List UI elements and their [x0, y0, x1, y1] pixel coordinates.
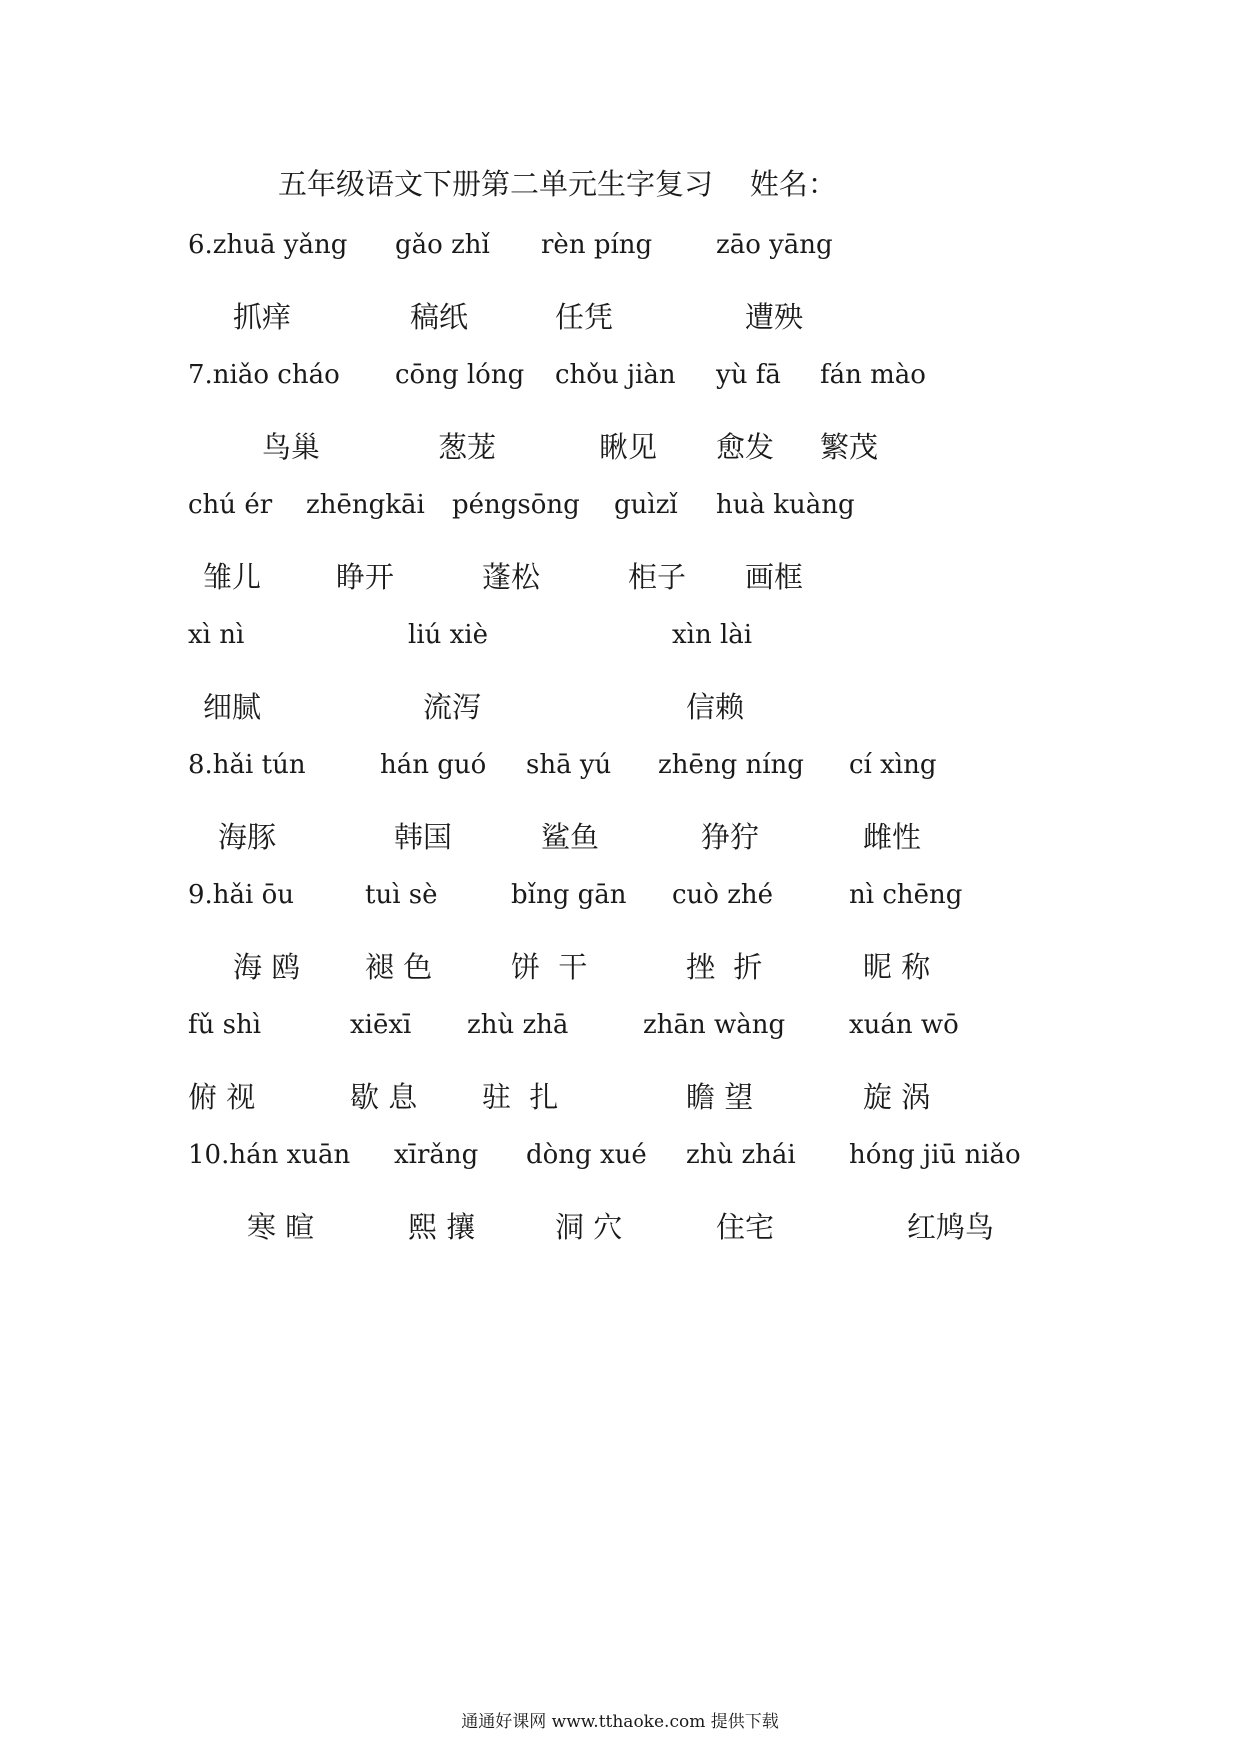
hanzi-cell: 睁开 [336, 560, 395, 594]
hanzi-line [0, 295, 1240, 335]
pinyin-cell: chú ér [188, 490, 273, 520]
hanzi-cell: 细腻 [203, 690, 262, 724]
hanzi-line [0, 555, 1240, 595]
pinyin-cell: 9.hǎi ōu [188, 880, 295, 910]
page-title: 五年级语文下册第二单元生字复习 姓名： [278, 167, 837, 201]
pinyin-cell: huà kuàng [716, 490, 855, 520]
pinyin-cell: nì chēng [849, 880, 963, 910]
pinyin-line [0, 880, 1240, 920]
pinyin-cell: 10.hán xuān [188, 1140, 351, 1170]
pinyin-line [0, 230, 1240, 270]
hanzi-cell: 鸟巢 [262, 430, 321, 464]
hanzi-cell: 抓痒 [233, 300, 292, 334]
pinyin-cell: 8.hǎi tún [188, 750, 306, 780]
hanzi-cell: 褪 色 [365, 950, 433, 984]
hanzi-cell: 繁茂 [820, 430, 879, 464]
pinyin-cell: zhān wàng [643, 1010, 786, 1040]
footer-credit: 通通好课网 www.tthaoke.com 提供下载 [461, 1712, 779, 1732]
hanzi-cell: 葱茏 [438, 430, 497, 464]
hanzi-cell: 歇 息 [350, 1080, 418, 1114]
pinyin-cell: cí xìng [849, 750, 937, 780]
hanzi-cell: 蓬松 [482, 560, 541, 594]
hanzi-cell: 红鸠鸟 [907, 1210, 995, 1244]
hanzi-cell: 韩国 [394, 820, 453, 854]
pinyin-cell: bǐng gān [511, 880, 627, 910]
hanzi-cell: 瞻 望 [686, 1080, 754, 1114]
pinyin-cell: guìzǐ [614, 490, 678, 520]
hanzi-cell: 柜子 [628, 560, 687, 594]
hanzi-cell: 狰狞 [701, 820, 760, 854]
pinyin-cell: péngsōng [452, 490, 580, 520]
hanzi-line [0, 425, 1240, 465]
hanzi-cell: 画框 [745, 560, 804, 594]
hanzi-cell: 驻 扎 [482, 1080, 559, 1114]
pinyin-line [0, 490, 1240, 530]
hanzi-cell: 遭殃 [745, 300, 804, 334]
hanzi-line [0, 1075, 1240, 1115]
hanzi-line [0, 1205, 1240, 1245]
hanzi-cell: 任凭 [555, 300, 614, 334]
pinyin-cell: fǔ shì [188, 1010, 262, 1040]
hanzi-cell: 熙 攘 [408, 1210, 476, 1244]
pinyin-cell: liú xiè [408, 620, 489, 650]
pinyin-cell: zāo yāng [716, 230, 833, 260]
pinyin-cell: yù fā [716, 360, 781, 390]
hanzi-cell: 稿纸 [410, 300, 469, 334]
pinyin-cell: zhēng níng [658, 750, 804, 780]
hanzi-cell: 昵 称 [863, 950, 931, 984]
pinyin-cell: xì nì [188, 620, 245, 650]
hanzi-cell: 瞅见 [599, 430, 658, 464]
hanzi-cell: 寒 暄 [247, 1210, 315, 1244]
hanzi-cell: 挫 折 [686, 950, 763, 984]
pinyin-cell: xīrǎng [394, 1140, 479, 1170]
pinyin-cell: 6.zhuā yǎng [188, 230, 348, 260]
hanzi-cell: 流泻 [423, 690, 482, 724]
pinyin-cell: xìn lài [672, 620, 753, 650]
pinyin-line [0, 620, 1240, 660]
hanzi-cell: 海 鸥 [233, 950, 301, 984]
pinyin-cell: chǒu jiàn [555, 360, 676, 390]
pinyin-cell: hóng jiū niǎo [849, 1140, 1021, 1170]
pinyin-line [0, 750, 1240, 790]
hanzi-cell: 愈发 [716, 430, 775, 464]
hanzi-line [0, 685, 1240, 725]
hanzi-cell: 雏儿 [203, 560, 262, 594]
hanzi-cell: 鲨鱼 [541, 820, 600, 854]
hanzi-cell: 海豚 [218, 820, 277, 854]
pinyin-cell: dòng xué [526, 1140, 647, 1170]
hanzi-cell: 旋 涡 [863, 1080, 931, 1114]
hanzi-cell: 饼 干 [511, 950, 588, 984]
pinyin-cell: zhēngkāi [306, 490, 425, 520]
pinyin-cell: zhù zhā [467, 1010, 569, 1040]
hanzi-cell: 洞 穴 [555, 1210, 623, 1244]
hanzi-cell: 雌性 [863, 820, 922, 854]
pinyin-cell: shā yú [526, 750, 612, 780]
pinyin-cell: xiēxī [350, 1010, 412, 1040]
pinyin-cell: hán guó [380, 750, 487, 780]
pinyin-cell: fán mào [820, 360, 926, 390]
hanzi-cell: 信赖 [686, 690, 745, 724]
hanzi-line [0, 945, 1240, 985]
pinyin-line [0, 360, 1240, 400]
pinyin-line [0, 1140, 1240, 1180]
pinyin-cell: rèn píng [541, 230, 653, 260]
pinyin-cell: tuì sè [365, 880, 438, 910]
hanzi-cell: 住宅 [716, 1210, 775, 1244]
hanzi-cell: 俯 视 [188, 1080, 256, 1114]
hanzi-line [0, 815, 1240, 855]
pinyin-cell: cuò zhé [672, 880, 774, 910]
pinyin-cell: gǎo zhǐ [395, 230, 490, 260]
pinyin-cell: zhù zhái [686, 1140, 796, 1170]
pinyin-line [0, 1010, 1240, 1050]
pinyin-cell: xuán wō [849, 1010, 959, 1040]
pinyin-cell: cōng lóng [395, 360, 525, 390]
pinyin-cell: 7.niǎo cháo [188, 360, 340, 390]
